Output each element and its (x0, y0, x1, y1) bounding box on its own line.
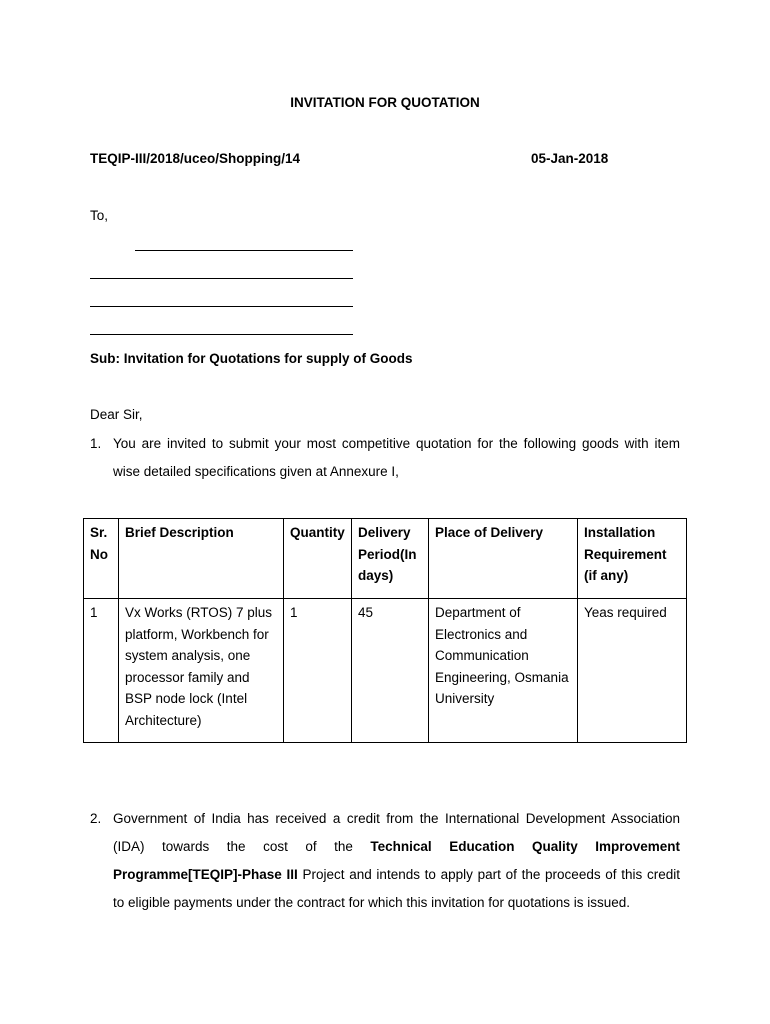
table-row (84, 599, 687, 743)
document-title: INVITATION FOR QUOTATION (290, 95, 480, 110)
paragraph-1-number: 1. (90, 436, 102, 451)
cell-place-of-delivery: Department of Electronics and Communication Engineering, Osmania University (429, 599, 578, 743)
address-line-4 (90, 334, 353, 335)
cell-description: Vx Works (RTOS) 7 plus platform, Workbench for system analysis, one processor family and BSP node lock (Intel Architecture) (119, 599, 284, 743)
header-sr-no: Sr. No (84, 519, 119, 599)
cell-sr-no: 1 (84, 599, 119, 743)
paragraph-2 (90, 805, 680, 917)
addressee-label: To, (90, 208, 109, 223)
salutation: Dear Sir, (90, 407, 143, 422)
cell-delivery-period: 45 (352, 599, 429, 743)
header-quantity: Quantity (284, 519, 352, 599)
cell-installation: Yeas required (578, 599, 687, 743)
address-line-3 (90, 306, 353, 307)
paragraph-1 (90, 430, 680, 486)
document-date: 05-Jan-2018 (531, 151, 609, 166)
goods-table (83, 518, 687, 743)
paragraph-2-programme-name: Technical Education Quality Improvement Programme[TEQIP]-Phase III (113, 839, 680, 882)
header-delivery-period: Delivery Period(In days) (352, 519, 429, 599)
table-header-row (84, 519, 687, 599)
paragraph-2-text-a: Government of India has received a credit from the International Development Association (IDA) towards the cost of the (113, 811, 680, 854)
address-line-2 (90, 278, 353, 279)
header-installation: Installation Requirement (if any) (578, 519, 687, 599)
paragraph-2-text (113, 805, 680, 917)
cell-quantity: 1 (284, 599, 352, 743)
address-line-1 (135, 250, 353, 251)
paragraph-2-text-b: Project and intends to apply part of the proceeds of this credit to eligible payments under the contract for which this invitation for quotations is issued. (113, 867, 680, 910)
reference-number: TEQIP-III/2018/uceo/Shopping/14 (90, 151, 301, 166)
paragraph-2-number: 2. (90, 811, 102, 826)
paragraph-1-text: You are invited to submit your most competitive quotation for the following goods with item wise detailed specifications given at Annexure I, (113, 436, 680, 479)
header-place-of-delivery: Place of Delivery (429, 519, 578, 599)
subject-line: Sub: Invitation for Quotations for supply of Goods (90, 351, 413, 366)
header-description: Brief Description (119, 519, 284, 599)
